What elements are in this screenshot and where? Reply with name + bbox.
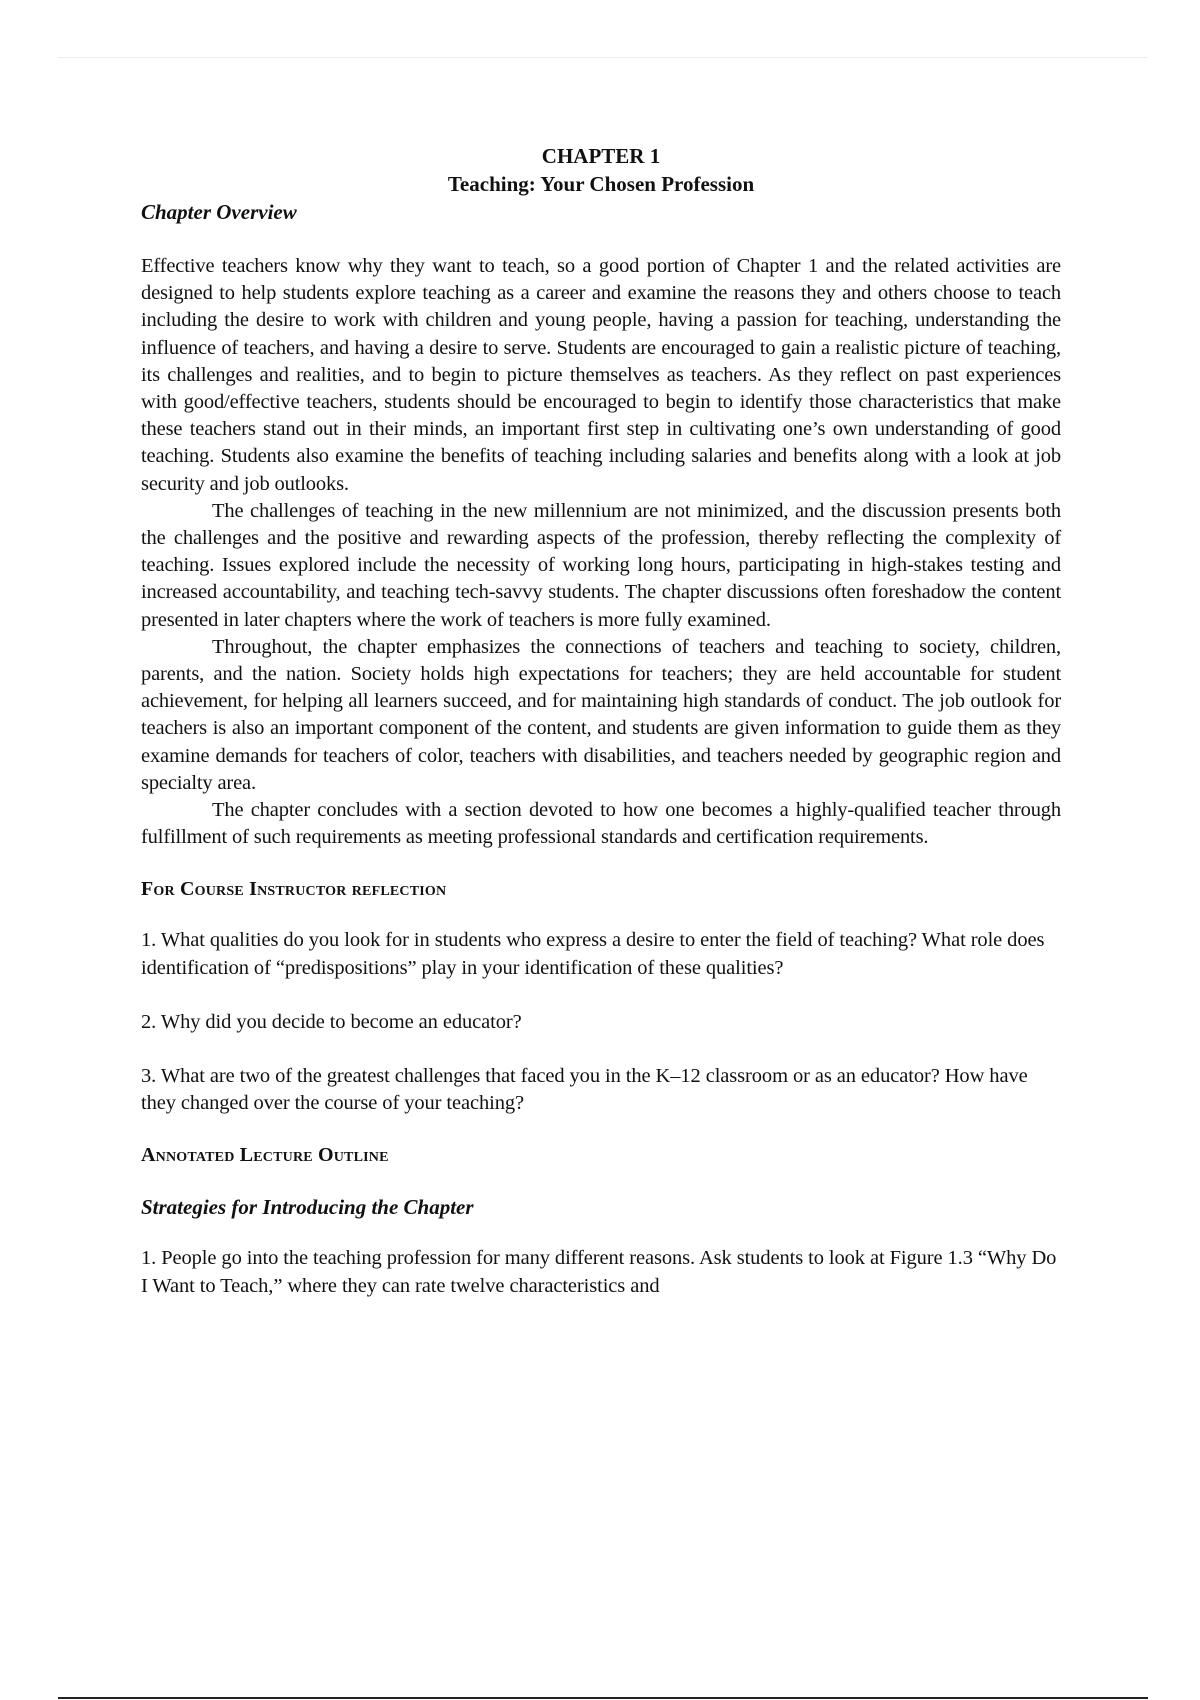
instructor-reflection-heading: For Course Instructor reflection <box>141 878 447 901</box>
outline-item-1: 1. People go into the teaching profession for many different reasons. Ask students to look at Figure 1.3 “Why Do I Want to Teach,” where they can rate twelve characteristics and <box>141 1247 1057 1297</box>
overview-paragraph-3: Throughout, the chapter emphasizes the connections of teachers and teaching to society, children, parents, and the nation. Society holds high expectations for teachers; they are held accountable for student achievement, for helping all learners succeed, and for maintaining high standards of conduct. The job outlook for teachers is also an important component of the content, and students are given information to guide them as they examine demands for teachers of color, teachers with disabilities, and teachers needed by geographic region and specialty area. <box>141 635 1061 794</box>
strategies-subheading: Strategies for Introducing the Chapter <box>141 1195 474 1220</box>
document-page <box>141 142 1061 1300</box>
overview-paragraph-2: The challenges of teaching in the new millennium are not minimized, and the discussion presents both the challenges and the positive and rewarding aspects of the profession, thereby reflecting the complexity of teaching. Issues explored include the necessity of working long hours, participating in high-stakes testing and increased accountability, and teaching tech-savvy students. The chapter discussions often foreshadow the content presented in later chapters where the work of teachers is more fully examined. <box>141 499 1061 631</box>
top-divider <box>58 57 1148 58</box>
bottom-divider <box>58 1697 1148 1699</box>
overview-paragraph-4: The chapter concludes with a section devoted to how one becomes a highly-qualified teacher through fulfillment of such requirements as meeting professional standards and certification requirements. <box>141 799 1061 849</box>
reflection-question-1: 1. What qualities do you look for in students who express a desire to enter the field of teaching? What role does identification of “predispositions” play in your identification of these qualities? <box>141 929 1045 979</box>
lecture-outline-heading: Annotated Lecture Outline <box>141 1144 389 1167</box>
chapter-title: Teaching: Your Chosen Profession <box>447 172 755 196</box>
chapter-number: CHAPTER 1 <box>541 144 661 168</box>
chapter-overview-heading: Chapter Overview <box>141 200 297 224</box>
overview-paragraph-1: Effective teachers know why they want to teach, so a good portion of Chapter 1 and the related activities are designed to help students explore teaching as a career and examine the reasons they and others choose to teach including the desire to work with children and young people, having a passion for teaching, understanding the influence of teachers, and having a desire to serve. Students are encouraged to gain a realistic picture of teaching, its challenges and realities, and to begin to picture themselves as teachers. As they reflect on past experiences with good/effective teachers, students should be encouraged to begin to identify those characteristics that make these teachers stand out in their minds, an important first step in cultivating one’s own understanding of good teaching. Students also examine the benefits of teaching including salaries and benefits along with a look at job security and job outlooks. <box>141 255 1061 495</box>
reflection-question-2: 2. Why did you decide to become an educator? <box>141 1010 522 1033</box>
reflection-question-3: 3. What are two of the greatest challenges that faced you in the K–12 classroom or as an educator? How have they changed over the course of your teaching? <box>141 1065 1028 1115</box>
